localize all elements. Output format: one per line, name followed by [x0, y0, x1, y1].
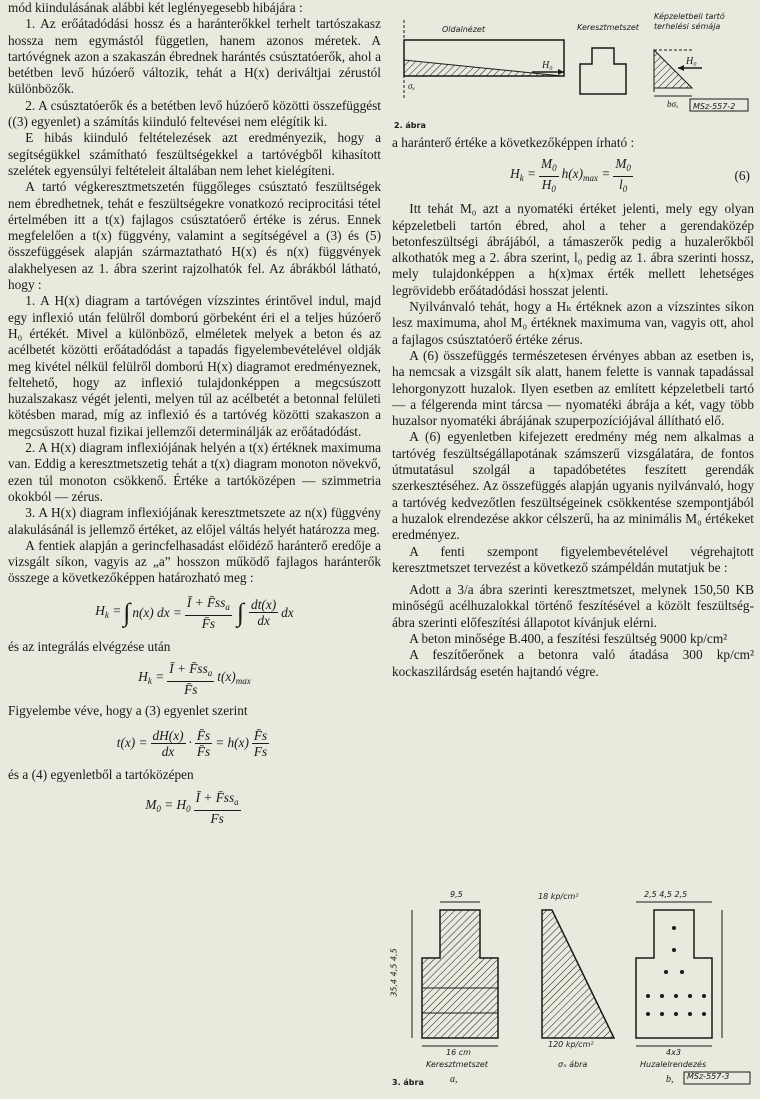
equation-label: (6)	[734, 168, 750, 184]
paragraph: A beton minősége B.400, a feszítési feszültség 9000 kp/cm²	[409, 631, 728, 647]
paragraph: Itt tehát M₀ azt a nyomatéki értéket jelenti, mely egy olyan képzeletbeli tartón ébred, ahol a teher a gerendaközép betonfeszültségi ábrájából, a támaszerők pedig a huzalerőkből alkothatók meg a 2. ábra szerint, l₀ pedig az 1. ábra szerinti hossz, mely tulajdonképpen a h(x)max érték mellett lehetséges legrövidebb erőátadódási hosszat jelenti.	[392, 201, 754, 298]
label-sigma-load: bσₓ	[667, 99, 679, 109]
label-sigma-b: σₓ ábra	[558, 1060, 588, 1069]
figure-2-ref: MSz-557-2	[693, 102, 736, 111]
sub-b: b,	[666, 1074, 674, 1085]
stress-wedge	[404, 60, 562, 76]
figure-3	[389, 888, 754, 1088]
figure-3-ref: MSz-557-3	[687, 1072, 730, 1081]
wire-dots	[646, 926, 706, 1016]
paragraph: Adott a 3/a ábra szerinti keresztmetszet, melynek 150,50 KB minőségű acélhuzalokkal történő feszítésével a közölt feszültség-ábra szerinti előfeszítési állapotot kívánjuk elérni.	[392, 582, 754, 630]
paragraph: A (6) egyenletben kifejezett eredmény még nem alkalmas a tartóvég feszültségállapotának számszerű vizsgálatára, de fontos útmutatásul szolgál a tapadóbetétes feszített gerendák szerkesztéséhez. Az összefüggés alapján ugyanis nyilvánvaló, hogy a tartóvég kedvezőtlen feszültségeinek csökkentése szempontjából a huzalok elrendezése akkor célszerű, ha az minimális M₀ értékeket eredményez.	[392, 429, 754, 543]
figure-2-caption: 2. ábra	[394, 121, 426, 130]
paragraph: mód kiindulásának alábbi két leglényegesebb hibájára :	[8, 0, 303, 15]
stress-top-label: 18 kp/cm²	[538, 892, 579, 901]
paragraph: 3. A H(x) diagram inflexiójának keresztmetszete az n(x) függvény alakulásánál is jellemző értéket, az előjel váltás helyét határozza meg.	[8, 505, 381, 537]
stress-diagram-b	[542, 910, 614, 1038]
equation-m0: $M_0 = H_0$ $\frac{Ī + F̄ss_a}{Fs}$	[145, 789, 239, 826]
equation-6: $H_k$ = $\frac{M_0}{H_0}$ $h(x)_{max}$ = $\frac{M_0}{l_0}$ (6)	[510, 155, 750, 194]
paragraph: 1. Az erőátadódási hossz és a haránterőkkel terhelt tartószakasz hossza nem egymástól független, hanem azonos méretek. A tartóvégnek azon a szakaszán ébrednek harántés csúsztatóerők, ahol a betétben levő húzóerő változik, tehát a H(x) deriváltjai zérustól különbözők.	[8, 16, 381, 97]
paragraph: A fenti szempont figyelembevételével végrehajtott keresztmetszet tervezést a következő számpéldán mutatjuk be :	[392, 543, 754, 575]
paragraph: 1. A H(x) diagram a tartóvégen vízszintes érintővel indul, majd egy inflexió után felülről domború görbeként éri el a teljes húzóerő H₀ értékét. Mivel a különböző, elméletek melyek a beton és az acélbetét közötti erőátadódást a tapadás figyelembevételével oldják meg kivétel nélkül felülről domború H(x) diagramot eredményeznek, feltehető, hogy az inflexió tulajdonképpen a megcsúszott huzalszakasz végét jelenti, melyen túl az acélbetét a betonnal felületi kötésben marad, míg az inflexió és a tartóvég közötti szakaszon a megcsúszott huzal fizikai jellemzői determinálják az erőátadódást.	[8, 293, 381, 439]
equation-hk-result: $H_k$ = $\frac{Ī + F̄ss_a}{F̄s}$ $t(x)_{max}$	[138, 660, 251, 697]
label-oldalnezet: Oldalnézet	[442, 25, 485, 34]
label-h0-load: H₀	[686, 56, 697, 67]
paragraph: 2. A H(x) diagram inflexiójának helyén a t(x) értéknek maximuma van. Eddig a keresztmetszetig tehát a t(x) diagram monoton növekvő, ezen túl monoton csökkenő. Értéke a tartóközépen — szimmetria okokból — zérus.	[8, 440, 381, 504]
figure-2	[392, 0, 754, 135]
dim-bottom-a: 16 cm	[446, 1048, 471, 1057]
label-h0-side: H₀	[542, 60, 553, 71]
paragraph: 2. A csúsztatóerők és a betétben levő húzóerő közötti összefüggést ((3) egyenlet) a számítás kiinduló feltevései nem elégítik ki.	[8, 97, 381, 130]
label-keresztmetszet-a: Keresztmetszet	[426, 1060, 488, 1069]
dim-left-a: 35,4 4,5 4,5	[389, 948, 399, 997]
equation-hk-integral: $H_k$ = ∫ n(x) dx = $\frac{Ī + F̄ss_a}{F̄s}$ ∫ $\frac{dt(x)}{dx}$ dx	[95, 594, 294, 631]
figure-3-drawing	[389, 888, 754, 1088]
paragraph: Nyilvánvaló tehát, hogy a Hₖ értéknek azon a vízszintes síkon lesz maximuma, ahol M₀ értéknek maximuma van, vagyis ott, ahol a fajlagos csúsztatóerő értéke zérus.	[392, 299, 754, 347]
label-kepzeletbeli: Képzeletbeli tartó terhelési sémája	[654, 12, 725, 31]
left-column	[8, 0, 381, 832]
sub-a: a,	[450, 1074, 458, 1085]
label-sigma-side: σₓ	[408, 81, 415, 91]
dim-top-a: 9,5	[450, 890, 463, 899]
label-keresztmetszet: Keresztmetszet	[577, 23, 639, 32]
stress-bottom-label: 120 kp/cm²	[548, 1040, 594, 1049]
dim-bottom-c: 4x3	[666, 1048, 681, 1057]
cross-section-a	[422, 910, 498, 1038]
paragraph: és az integrálás elvégzése után	[8, 638, 171, 654]
paragraph: és a (4) egyenletből a tartóközépen	[8, 767, 194, 783]
cross-section-shape	[580, 48, 626, 94]
paragraph: A tartó végkeresztmetszetén függőleges csúsztató feszültségek nem ébredhetnek, tehát e feszültségekre vonatkozó reciprocitási tétel értelmében itt a t(x) fajlagos csúsztatóerő értéke is zérus. Ennek megfelelően a t(x) függvény, valamint a segítségével a (3) és (5) összefüggések alapján származtatható H(x) és n(x) függvények alakhelyesen az 1. ábra szerint rajzolhatók fel. Az ábrákból látható, hogy :	[8, 179, 381, 293]
dims-top-c: 2,5 4,5 2,5	[644, 890, 688, 899]
right-column	[392, 0, 754, 680]
figure-3-caption: 3. ábra	[392, 1078, 424, 1087]
equation-tx: t(x) = $\frac{dH(x)}{dx}$ · $\frac{F̄s}{F̄s}$ = h(x) $\frac{F̄s}{Fs}$	[116, 727, 268, 759]
paragraph: a haránterő értéke a következőképpen írható :	[392, 135, 635, 150]
paragraph: A fentiek alapján a gerincfelhasadást előidéző haránterő eredője a vizsgált síkon, vagyis az „a” hosszon működő fajlagos haránterők összege a következőképpen határozható meg :	[8, 537, 381, 586]
paragraph: A feszítőerőnek a betonra való átadása 300 kp/cm² kockaszilárdság esetén hajtandó végre.	[392, 647, 754, 679]
paragraph: E hibás kiinduló feltételezések azt eredményezik, hogy a segítségükkel számítható feszültségekkel a tartóvégből kihasított szelétek egyensúlyi feltételeit általában nem lehet kielégíteni.	[8, 130, 381, 178]
label-huzalelrendezes: Huzalelrendezés	[640, 1060, 707, 1069]
paragraph: A (6) összefüggés természetesen érvényes abban az esetben is, ha nemcsak a vizsgált sík alatt, hanem felette is vannak tapadással lehorgonyzott huzalok. Ilyen esetben az említett képzeletbeli tartó — a félgerenda mint tárcsa — nyomatéki ábrája a két, vagy több huzalsor nyomatéki ábrájának szuperpozíciójával állítható elő.	[392, 347, 754, 429]
paragraph: Figyelembe véve, hogy a (3) egyenlet szerint	[8, 702, 248, 718]
